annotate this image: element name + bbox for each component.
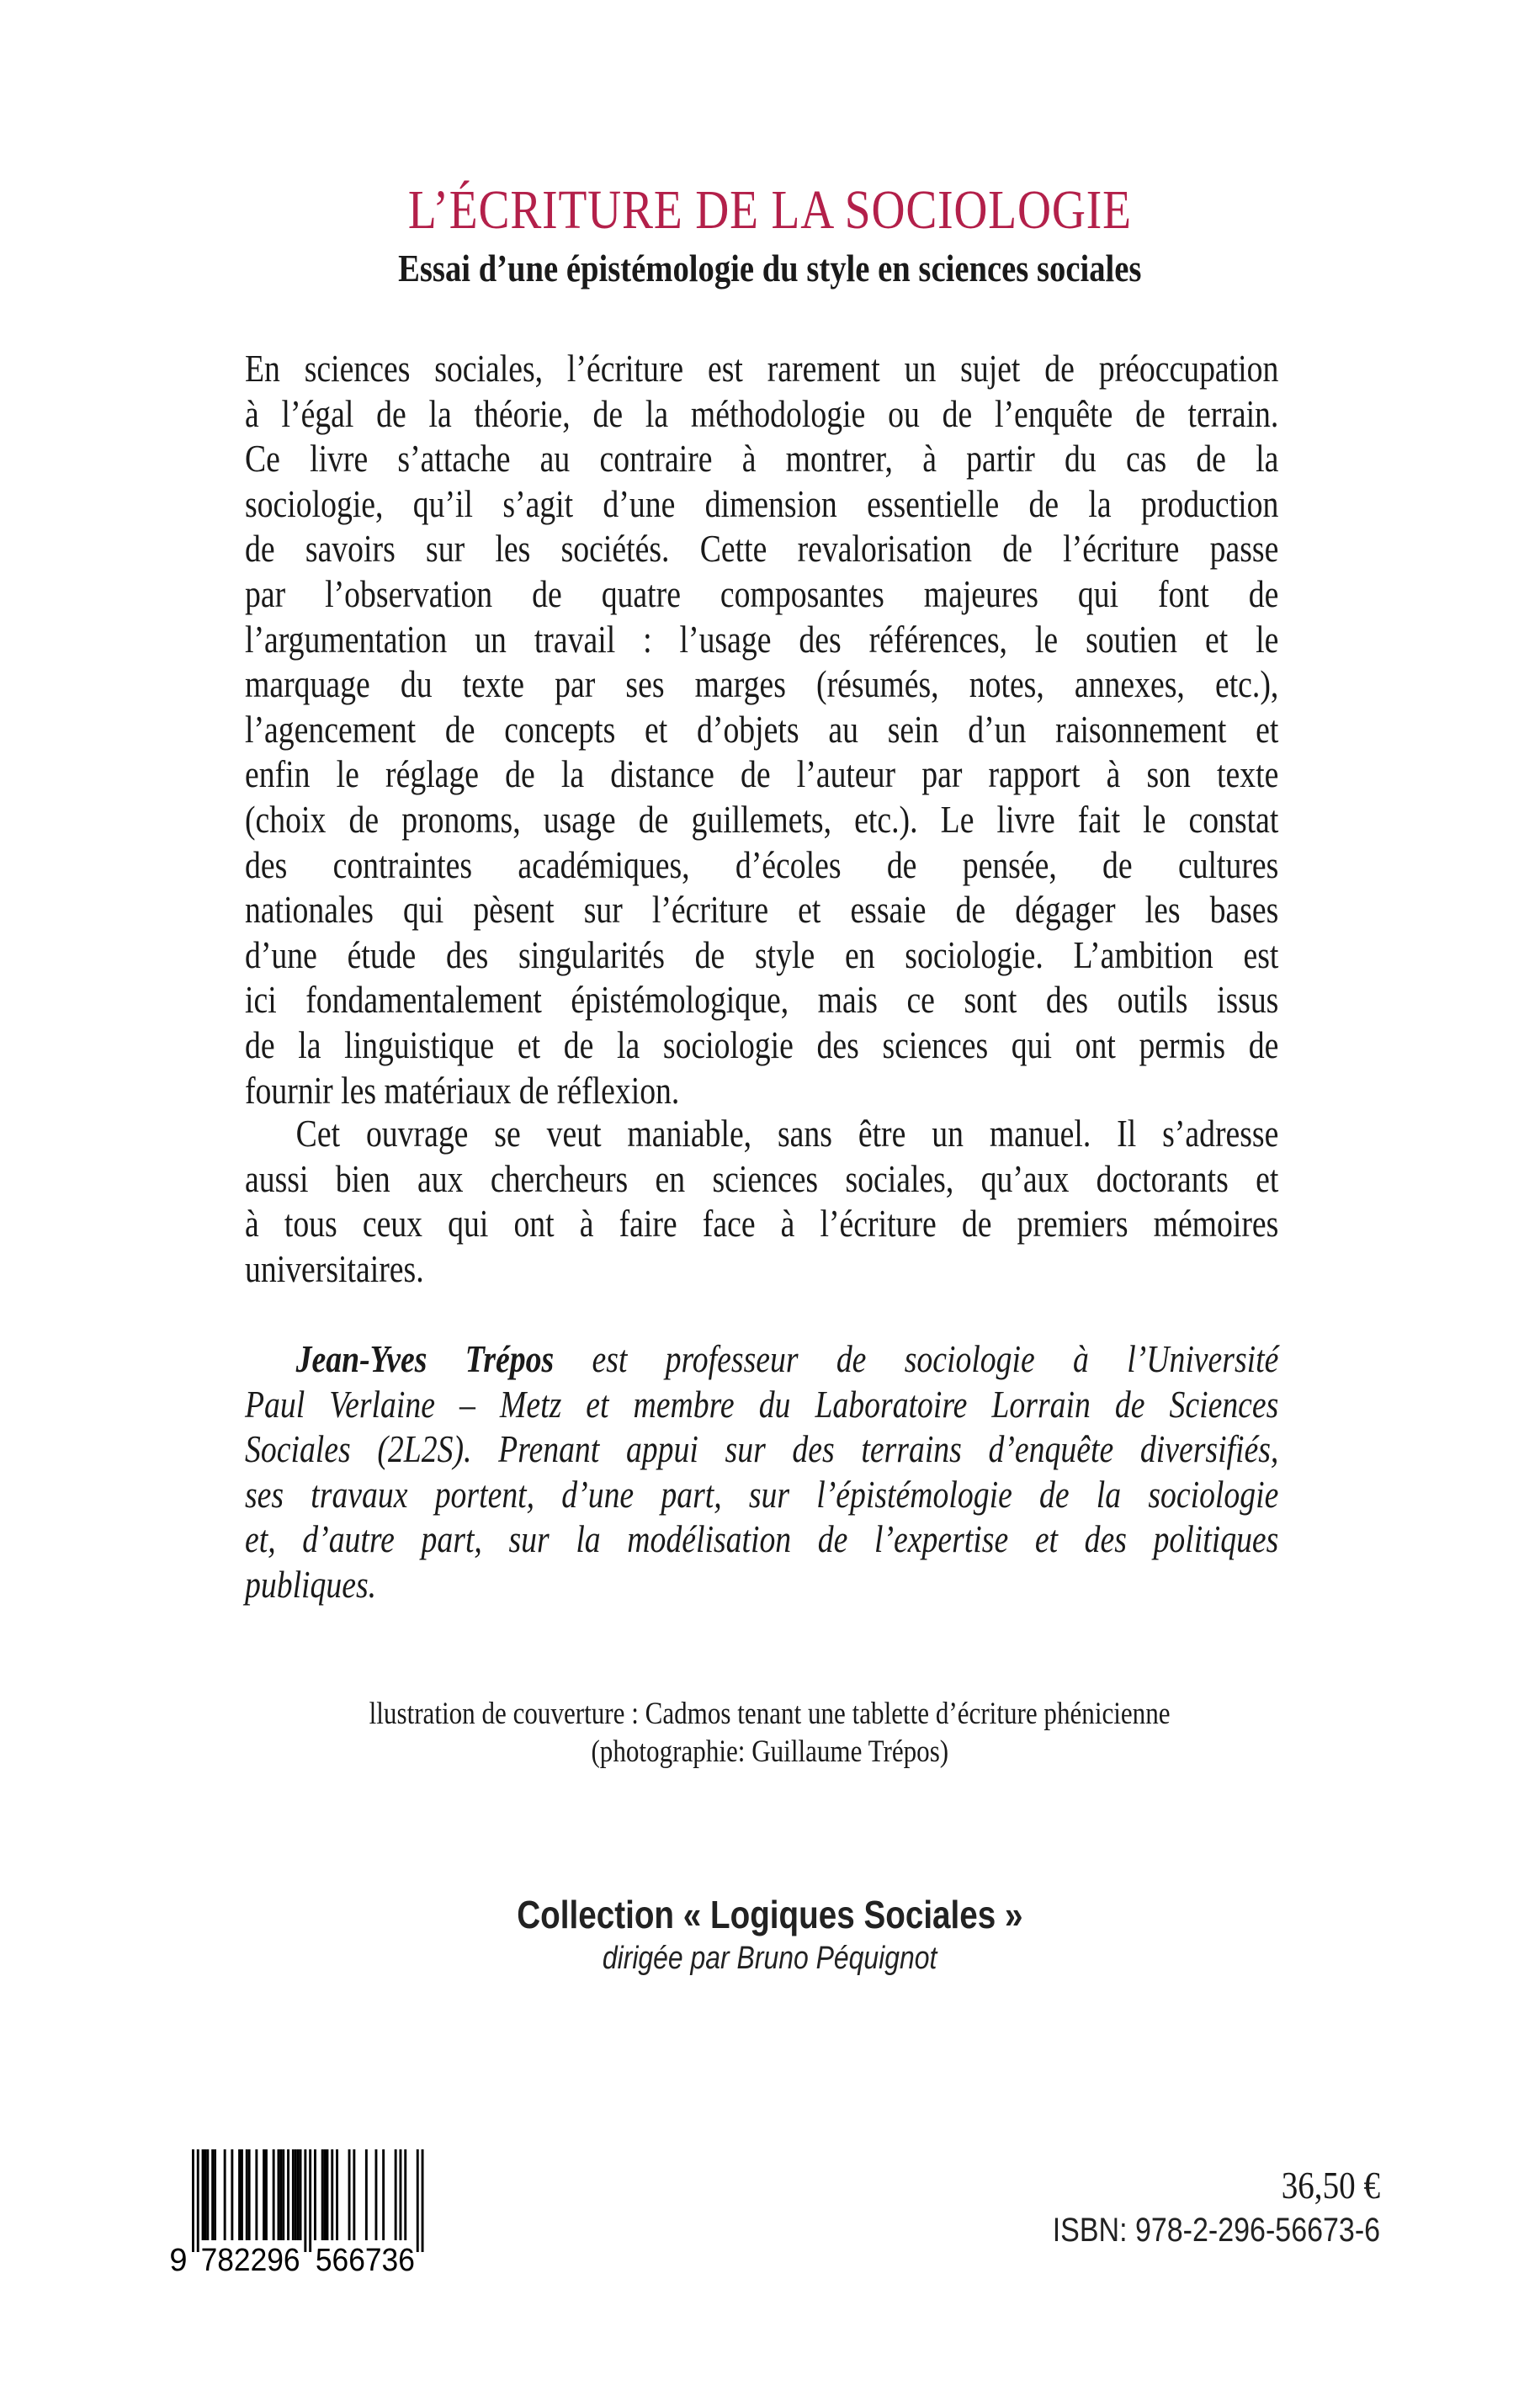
- barcode-bar: [255, 2149, 258, 2240]
- text-line: nationales qui pèsent sur l’écriture et essaie de dégager les bases: [245, 888, 1279, 932]
- barcode-bar: [400, 2149, 402, 2240]
- barcode-bar: [404, 2149, 406, 2240]
- text-line: fournir les matériaux de réflexion.: [245, 1068, 680, 1112]
- barcode-bar: [287, 2149, 289, 2240]
- book-subtitle: Essai d’une épistémologie du style en sciences sociales: [398, 247, 1142, 289]
- text-line: sociologie, qu’il s’agit d’une dimension essentielle de la production: [245, 481, 1279, 525]
- barcode-bar: [304, 2149, 306, 2252]
- barcode-bar: [417, 2149, 419, 2252]
- barcode-digits: 9: [169, 2243, 188, 2278]
- text-line: par l’observation de quatre composantes majeures qui font de: [245, 571, 1279, 615]
- barcode-bar: [263, 2149, 265, 2240]
- barcode-bar: [282, 2149, 284, 2240]
- text-line: l’agencement de concepts et d’objets au sein d’un raisonnement et: [245, 707, 1279, 751]
- summary-paragraph-2: [245, 1111, 1278, 1291]
- barcode-bar: [248, 2149, 251, 2240]
- barcode-bar: [422, 2149, 424, 2252]
- barcode-bar: [300, 2149, 302, 2240]
- barcode-bar: [265, 2149, 268, 2240]
- barcode-bar: [331, 2149, 333, 2240]
- barcode-bar: [278, 2149, 280, 2240]
- text-line: En sciences sociales, l’écriture est rarement un sujet de préoccupation: [245, 347, 1279, 390]
- barcode-bar: [292, 2149, 295, 2240]
- barcode-bar: [375, 2149, 378, 2240]
- collection-name: Collection « Logiques Sociales »: [517, 1893, 1023, 1936]
- book-title: L’ÉCRITURE DE LA SOCIOLOGIE: [408, 179, 1132, 241]
- text-line: aussi bien aux chercheurs en sciences sociales, qu’aux doctorants et: [245, 1156, 1279, 1200]
- text-line: Sociales (2L2S). Prenant appui sur des terrains d’enquête diversifiés,: [245, 1427, 1279, 1471]
- barcode-bar: [204, 2149, 207, 2240]
- text-line: à l’égal de la théorie, de la méthodologie ou de l’enquête de terrain.: [245, 391, 1279, 435]
- summary-paragraph-1: [245, 346, 1278, 1113]
- text-line: ici fondamentalement épistémologique, mais ce sont des outils issus: [245, 978, 1279, 1022]
- text-line: Cet ouvrage se veut maniable, sans être un manuel. Il s’adresse: [295, 1112, 1279, 1155]
- barcode-bar: [336, 2149, 338, 2240]
- text-line: d’une étude des singularités de style en sociologie. L’ambition est: [245, 932, 1279, 976]
- barcode-bar: [309, 2149, 311, 2252]
- barcode-bar: [395, 2149, 397, 2240]
- text-line: Paul Verlaine – Metz et membre du Laboratoire Lorrain de Sciences: [245, 1382, 1279, 1426]
- barcode-bar: [238, 2149, 241, 2240]
- text-line: enfin le réglage de la distance de l’auteur par rapport à son texte: [245, 752, 1279, 796]
- text-line: publiques.: [245, 1562, 377, 1606]
- barcode-bar: [321, 2149, 324, 2240]
- barcode-bar: [224, 2149, 226, 2240]
- barcode-bar: [324, 2149, 327, 2240]
- text-line: à tous ceux qui ont à faire face à l’écriture de premiers mémoires: [245, 1202, 1279, 1246]
- barcode-bar: [382, 2149, 385, 2240]
- text-line: de la linguistique et de la sociologie des sciences qui ont permis de: [245, 1023, 1279, 1066]
- barcode-bar: [231, 2149, 233, 2240]
- bio-line: Jean-Yves Trépos est professeur de sociologie à l’Université: [295, 1337, 1279, 1380]
- barcode-bar: [192, 2149, 194, 2252]
- barcode-bar: [241, 2149, 243, 2240]
- text-line: marquage du texte par ses marges (résumés, notes, annexes, etc.),: [245, 662, 1279, 706]
- barcode-bar: [214, 2149, 216, 2240]
- price: 36,50 €: [1281, 2164, 1380, 2207]
- barcode-bar: [314, 2149, 316, 2240]
- barcode-bar: [279, 2149, 282, 2240]
- barcode-bar: [327, 2149, 329, 2240]
- text-line: de savoirs sur les sociétés. Cette revalorisation de l’écriture passe: [245, 527, 1279, 571]
- text-line: Ce livre s’attache au contraire à montrer, à partir du cas de la: [245, 437, 1279, 481]
- cover-credit: llustration de couverture : Cadmos tenant une tablette d’écriture phénicienne (photographie: Guillaume Trépos): [369, 1697, 1171, 1769]
- text-line: universitaires.: [245, 1246, 424, 1290]
- barcode-bar: [211, 2149, 214, 2240]
- collection-director: dirigée par Bruno Péquignot: [603, 1941, 937, 1976]
- barcode-bar: [297, 2149, 300, 2240]
- barcode-bar: [348, 2149, 351, 2240]
- text-line: l’argumentation un travail : l’usage des références, le soutien et le: [245, 617, 1279, 661]
- text-line: des contraintes académiques, d’écoles de pensée, de cultures: [245, 842, 1279, 886]
- text-line: (choix de pronoms, usage de guillemets, etc.). Le livre fait le constat: [245, 797, 1279, 841]
- author-bio: [245, 1336, 1278, 1607]
- barcode-bar: [295, 2149, 297, 2240]
- isbn: ISBN: 978-2-296-56673-6: [1052, 2212, 1380, 2249]
- barcode-digits: 566736: [315, 2243, 415, 2278]
- barcode-bar: [365, 2149, 368, 2240]
- barcode-bar: [197, 2149, 199, 2252]
- barcode-digits: 782296: [200, 2243, 300, 2278]
- barcode-bar: [273, 2149, 275, 2240]
- barcode-bar: [353, 2149, 355, 2240]
- barcode: [168, 2146, 438, 2281]
- barcode-bar: [202, 2149, 204, 2240]
- author-name: Jean-Yves Trépos: [295, 1337, 555, 1380]
- text-line: ses travaux portent, d’une part, sur l’épistémologie de la sociologie: [245, 1472, 1279, 1516]
- barcode-bar: [206, 2149, 209, 2240]
- barcode-bar: [246, 2149, 248, 2240]
- text-line: et, d’autre part, sur la modélisation de l’expertise et des politiques: [245, 1517, 1279, 1561]
